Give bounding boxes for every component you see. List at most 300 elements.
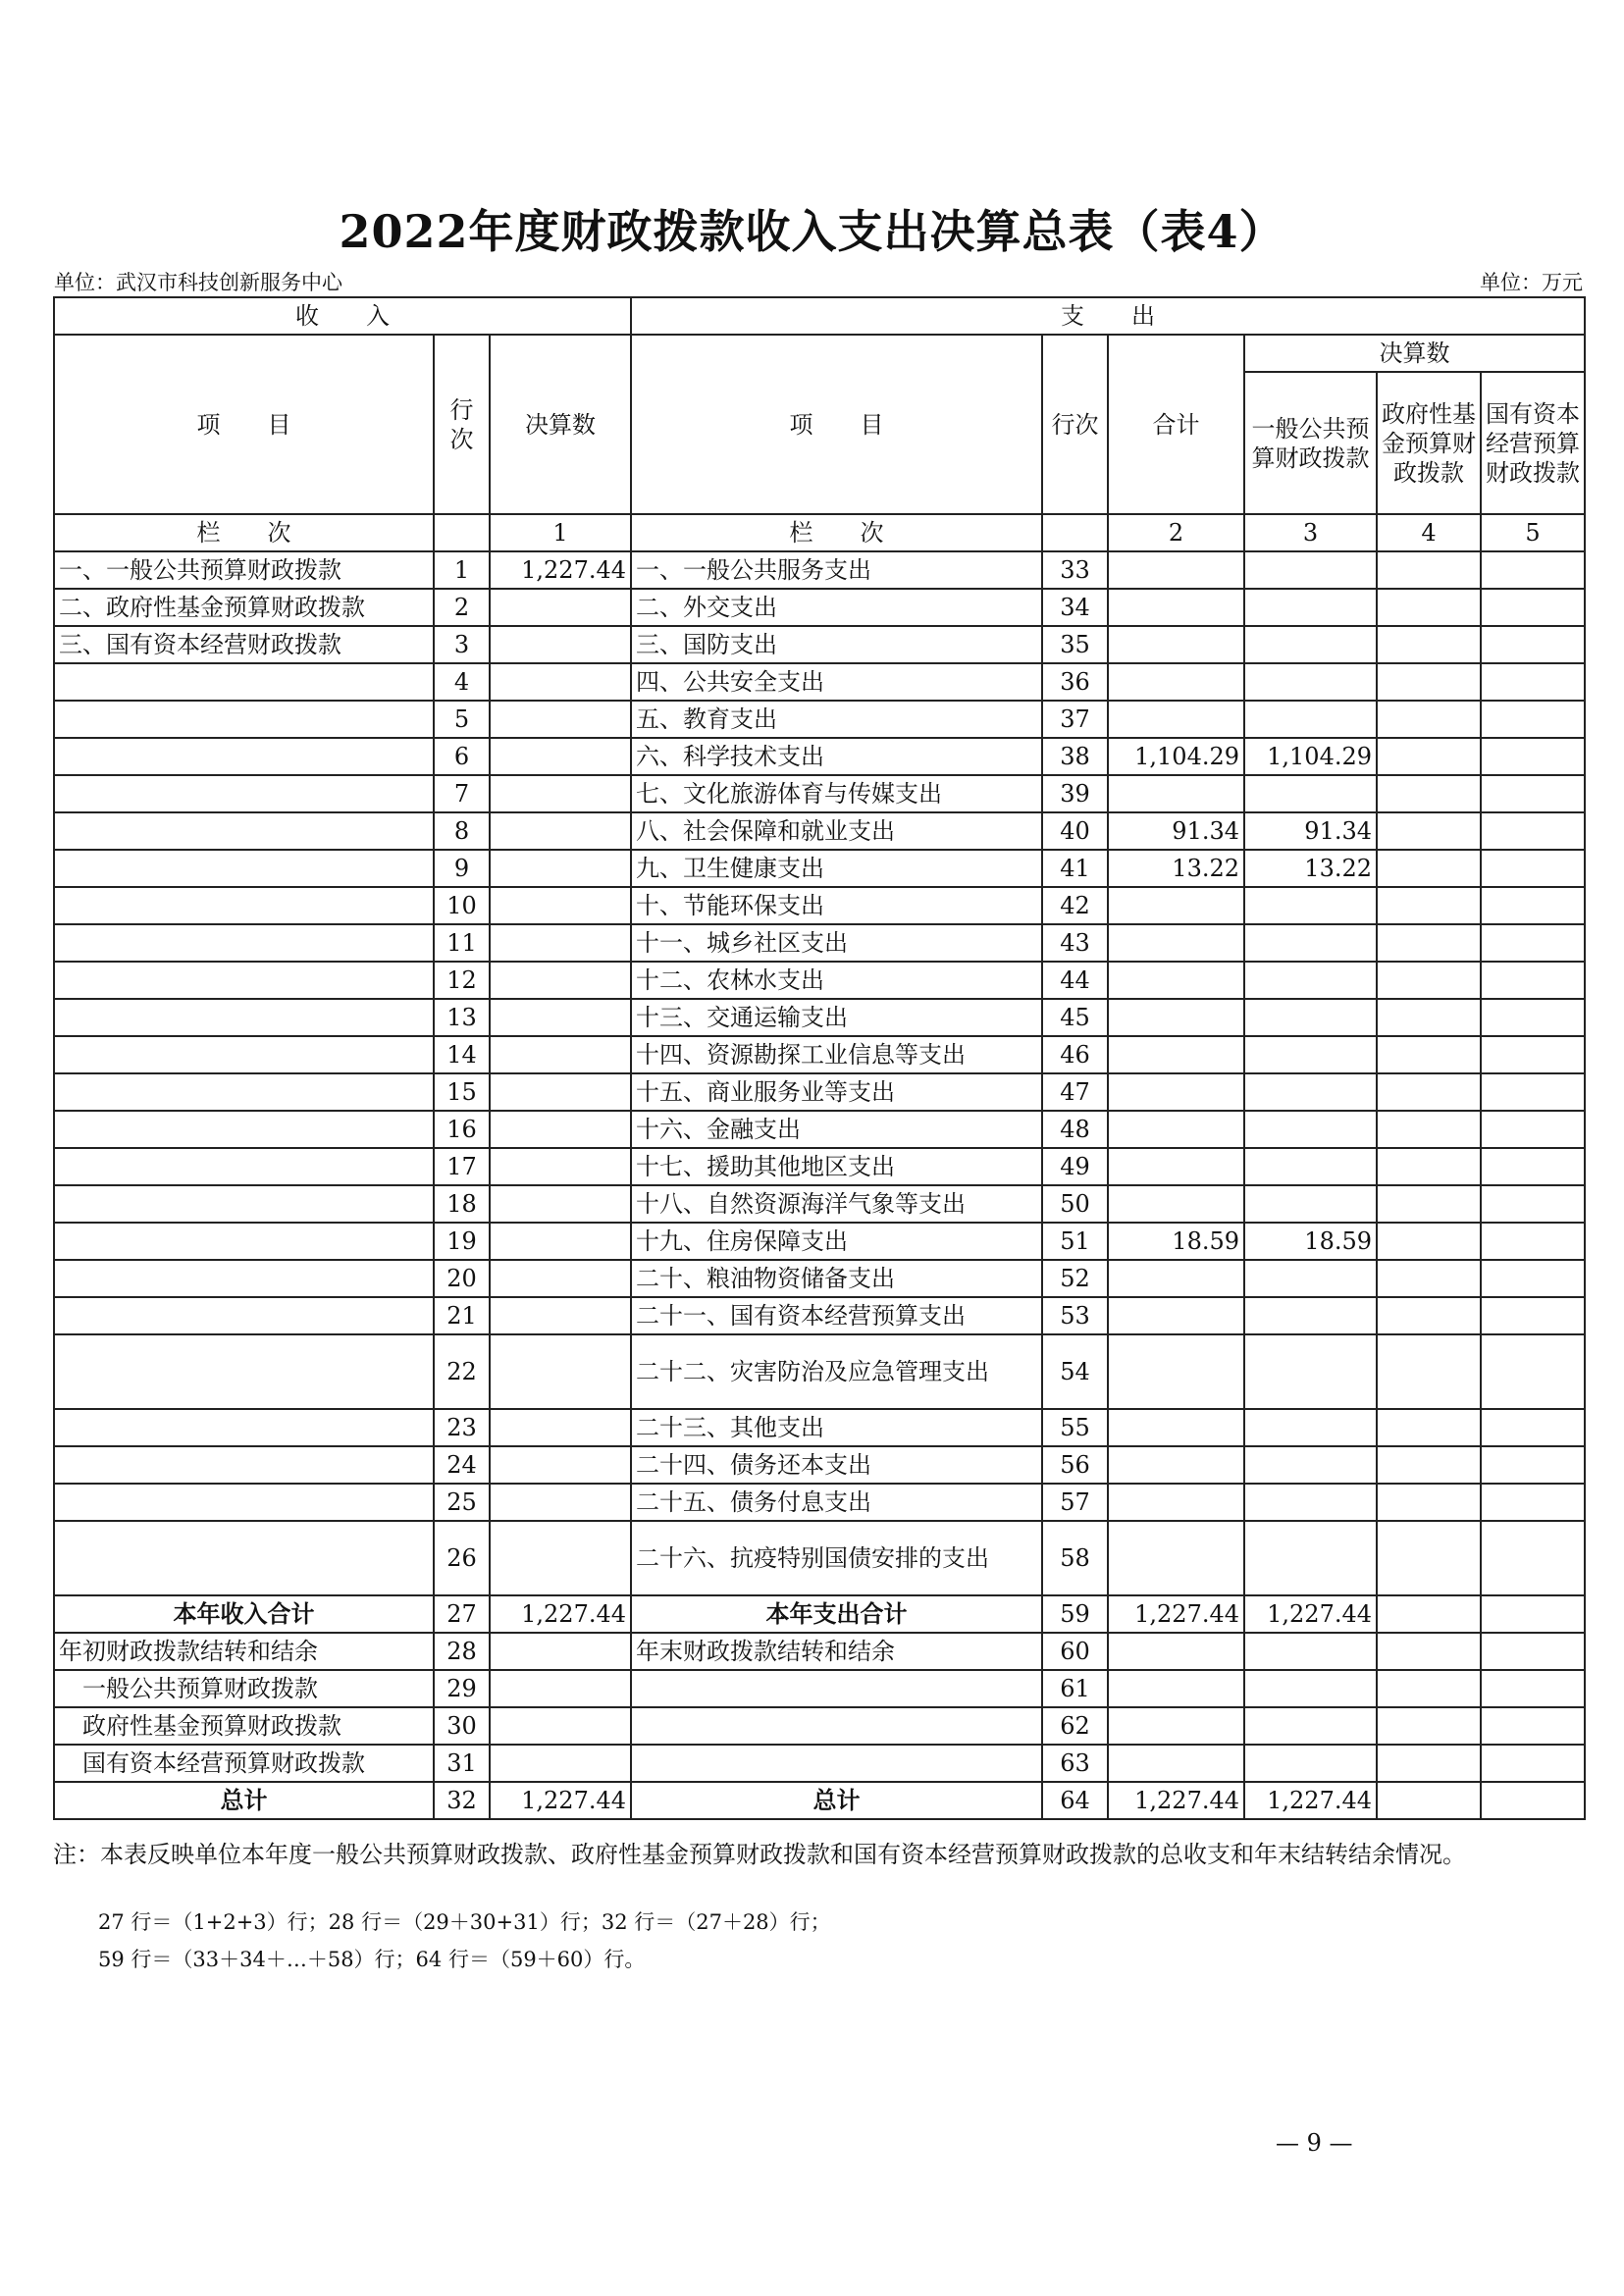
expense-line-no: 38 — [1042, 738, 1108, 775]
expense-line-no: 34 — [1042, 589, 1108, 626]
table-row — [54, 1148, 1585, 1185]
expense-item: 十一、城乡社区支出 — [631, 924, 1042, 962]
expense-state-capital — [1481, 999, 1585, 1036]
expense-fund-budget — [1377, 1484, 1481, 1521]
expense-total — [1108, 1670, 1244, 1707]
expense-total — [1108, 626, 1244, 663]
expense-line-no: 57 — [1042, 1484, 1108, 1521]
expense-total — [1108, 1111, 1244, 1148]
expense-fund-budget — [1377, 701, 1481, 738]
expense-total — [1108, 1036, 1244, 1073]
expense-total — [1108, 775, 1244, 812]
expense-state-capital — [1481, 1446, 1585, 1484]
table-row — [54, 1111, 1585, 1148]
expense-state-capital — [1481, 812, 1585, 850]
expense-total — [1108, 589, 1244, 626]
expense-item: 八、社会保障和就业支出 — [631, 812, 1042, 850]
income-amount — [490, 1484, 631, 1521]
subtotal-row — [54, 1595, 1585, 1633]
expense-state-capital — [1481, 626, 1585, 663]
expense-line-no: 56 — [1042, 1446, 1108, 1484]
income-line-no: 16 — [434, 1111, 490, 1148]
empty-cell — [1377, 1745, 1481, 1782]
formula-line-2: 59 行＝（33＋34＋…＋58）行；64 行＝（59＋60）行。 — [98, 1948, 646, 1971]
income-line-no: 24 — [434, 1446, 490, 1484]
expense-line-no: 48 — [1042, 1111, 1108, 1148]
header-expense-item: 项 目 — [631, 335, 1042, 514]
income-amount — [490, 589, 631, 626]
expense-line-no: 60 — [1042, 1633, 1108, 1670]
expense-general-budget — [1244, 1446, 1377, 1484]
expense-item: 二十四、债务还本支出 — [631, 1446, 1042, 1484]
income-item — [54, 701, 434, 738]
expense-state-capital — [1481, 589, 1585, 626]
expense-item: 二、外交支出 — [631, 589, 1042, 626]
income-amount — [490, 887, 631, 924]
expense-item: 十九、住房保障支出 — [631, 1223, 1042, 1260]
income-line-no: 21 — [434, 1297, 490, 1334]
expense-general-budget: 1,104.29 — [1244, 738, 1377, 775]
table-row — [54, 1334, 1585, 1409]
expense-item: 二十六、抗疫特别国债安排的支出 — [631, 1521, 1042, 1595]
subtotal-row-expense-label: 本年支出合计 — [631, 1595, 1042, 1633]
expense-line-no: 62 — [1042, 1707, 1108, 1745]
income-line-no: 31 — [434, 1745, 490, 1782]
expense-total — [1108, 999, 1244, 1036]
carry-expense-item: 年末财政拨款结转和结余 — [631, 1633, 1042, 1670]
expense-general-budget — [1244, 626, 1377, 663]
empty-cell — [1377, 1595, 1481, 1633]
expense-general-budget: 18.59 — [1244, 1223, 1377, 1260]
income-line-no: 18 — [434, 1185, 490, 1223]
expense-line-no: 36 — [1042, 663, 1108, 701]
expense-general-budget — [1244, 924, 1377, 962]
expense-item: 十二、农林水支出 — [631, 962, 1042, 999]
expense-general-budget — [1244, 1745, 1377, 1782]
expense-general-budget — [1244, 1297, 1377, 1334]
income-line-no: 7 — [434, 775, 490, 812]
income-amount — [490, 663, 631, 701]
carry-expense-item — [631, 1670, 1042, 1707]
income-amount — [490, 775, 631, 812]
table-row — [54, 999, 1585, 1036]
expense-general-budget — [1244, 775, 1377, 812]
empty-cell — [1377, 1633, 1481, 1670]
income-amount — [490, 1223, 631, 1260]
expense-total — [1108, 1446, 1244, 1484]
expense-general-budget — [1244, 962, 1377, 999]
income-line-no: 9 — [434, 850, 490, 887]
col-label-income: 栏 次 — [54, 514, 434, 551]
income-amount — [490, 1036, 631, 1073]
header-income: 收 入 — [54, 297, 631, 335]
income-amount — [490, 1111, 631, 1148]
expense-line-no: 50 — [1042, 1185, 1108, 1223]
expense-state-capital — [1481, 663, 1585, 701]
income-item — [54, 887, 434, 924]
income-line-no: 10 — [434, 887, 490, 924]
carry-expense-item — [631, 1745, 1042, 1782]
header-income-item: 项 目 — [54, 335, 434, 514]
expense-item: 五、教育支出 — [631, 701, 1042, 738]
table-row — [54, 1446, 1585, 1484]
income-item — [54, 1260, 434, 1297]
expense-state-capital — [1481, 1260, 1585, 1297]
table-note: 注：本表反映单位本年度一般公共预算财政拨款、政府性基金预算财政拨款和国有资本经营预算财政拨款的总收支和年末结转结余情况。 — [53, 1841, 1466, 1868]
expense-line-no: 49 — [1042, 1148, 1108, 1185]
expense-general-budget — [1244, 1260, 1377, 1297]
header-final-amount-group: 决算数 — [1244, 335, 1585, 372]
expense-general-budget: 1,227.44 — [1244, 1782, 1377, 1819]
income-item — [54, 1409, 434, 1446]
table-row — [54, 850, 1585, 887]
expense-fund-budget — [1377, 1409, 1481, 1446]
expense-line-no: 43 — [1042, 924, 1108, 962]
expense-line-no: 37 — [1042, 701, 1108, 738]
carry-row — [54, 1745, 1585, 1782]
expense-general-budget — [1244, 663, 1377, 701]
expense-total — [1108, 1260, 1244, 1297]
expense-fund-budget — [1377, 551, 1481, 589]
expense-total — [1108, 663, 1244, 701]
expense-state-capital — [1481, 775, 1585, 812]
income-amount — [490, 1297, 631, 1334]
expense-item: 十六、金融支出 — [631, 1111, 1042, 1148]
header-state-capital: 国有资本经营预算财政拨款 — [1481, 372, 1585, 514]
expense-fund-budget — [1377, 812, 1481, 850]
expense-state-capital — [1481, 1073, 1585, 1111]
expense-line-no: 59 — [1042, 1595, 1108, 1633]
income-line-no: 23 — [434, 1409, 490, 1446]
income-item — [54, 924, 434, 962]
income-amount: 1,227.44 — [490, 1782, 631, 1819]
empty-cell — [1481, 1633, 1585, 1670]
expense-general-budget — [1244, 999, 1377, 1036]
income-line-no: 32 — [434, 1782, 490, 1819]
expense-line-no: 33 — [1042, 551, 1108, 589]
table-row — [54, 1484, 1585, 1521]
income-item — [54, 1111, 434, 1148]
income-item — [54, 1446, 434, 1484]
expense-item: 二十三、其他支出 — [631, 1409, 1042, 1446]
income-line-no: 28 — [434, 1633, 490, 1670]
table-row — [54, 1223, 1585, 1260]
expense-general-budget — [1244, 887, 1377, 924]
empty-cell — [1481, 1745, 1585, 1782]
table-row — [54, 1185, 1585, 1223]
expense-fund-budget — [1377, 850, 1481, 887]
page-number: — 9 — — [1276, 2129, 1353, 2157]
income-line-no: 14 — [434, 1036, 490, 1073]
expense-line-no: 58 — [1042, 1521, 1108, 1595]
expense-line-no: 63 — [1042, 1745, 1108, 1782]
expense-fund-budget — [1377, 1185, 1481, 1223]
income-amount — [490, 1409, 631, 1446]
income-item — [54, 962, 434, 999]
table-row — [54, 812, 1585, 850]
expense-total: 1,227.44 — [1108, 1595, 1244, 1633]
col-label-expense: 栏 次 — [631, 514, 1042, 551]
expense-state-capital — [1481, 1409, 1585, 1446]
carry-expense-item — [631, 1707, 1042, 1745]
expense-general-budget — [1244, 1185, 1377, 1223]
income-amount — [490, 1185, 631, 1223]
expense-total: 13.22 — [1108, 850, 1244, 887]
expense-line-no: 44 — [1042, 962, 1108, 999]
expense-general-budget — [1244, 589, 1377, 626]
empty-cell — [1481, 1707, 1585, 1745]
expense-item: 三、国防支出 — [631, 626, 1042, 663]
expense-state-capital — [1481, 1036, 1585, 1073]
expense-total: 1,104.29 — [1108, 738, 1244, 775]
table-row — [54, 626, 1585, 663]
income-amount — [490, 626, 631, 663]
col-index-3: 3 — [1244, 514, 1377, 551]
income-item — [54, 775, 434, 812]
expense-state-capital — [1481, 551, 1585, 589]
expense-state-capital — [1481, 1334, 1585, 1409]
income-amount: 1,227.44 — [490, 1595, 631, 1633]
empty-cell — [434, 514, 490, 551]
income-line-no: 4 — [434, 663, 490, 701]
expense-fund-budget — [1377, 663, 1481, 701]
expense-line-no: 64 — [1042, 1782, 1108, 1819]
expense-total — [1108, 1185, 1244, 1223]
expense-general-budget — [1244, 1073, 1377, 1111]
unit-name: 单位：武汉市科技创新服务中心 — [54, 271, 342, 294]
expense-item: 十三、交通运输支出 — [631, 999, 1042, 1036]
expense-fund-budget — [1377, 589, 1481, 626]
expense-line-no: 42 — [1042, 887, 1108, 924]
empty-cell — [1377, 1707, 1481, 1745]
expense-line-no: 54 — [1042, 1334, 1108, 1409]
expense-general-budget — [1244, 551, 1377, 589]
income-line-no: 12 — [434, 962, 490, 999]
expense-item: 九、卫生健康支出 — [631, 850, 1042, 887]
header-row-top — [54, 297, 1585, 335]
col-index-2: 2 — [1108, 514, 1244, 551]
income-line-no: 11 — [434, 924, 490, 962]
currency-unit: 单位：万元 — [1480, 271, 1583, 294]
income-item — [54, 1073, 434, 1111]
income-line-no: 2 — [434, 589, 490, 626]
income-amount — [490, 1707, 631, 1745]
expense-item: 二十一、国有资本经营预算支出 — [631, 1297, 1042, 1334]
expense-line-no: 47 — [1042, 1073, 1108, 1111]
income-line-no: 29 — [434, 1670, 490, 1707]
income-amount — [490, 701, 631, 738]
expense-fund-budget — [1377, 1260, 1481, 1297]
expense-general-budget: 91.34 — [1244, 812, 1377, 850]
expense-line-no: 61 — [1042, 1670, 1108, 1707]
empty-cell — [1481, 1595, 1585, 1633]
expense-state-capital — [1481, 1521, 1585, 1595]
header-final-amount: 决算数 — [490, 335, 631, 514]
expense-line-no: 46 — [1042, 1036, 1108, 1073]
expense-item: 六、科学技术支出 — [631, 738, 1042, 775]
expense-state-capital — [1481, 850, 1585, 887]
table-row — [54, 1073, 1585, 1111]
income-item — [54, 812, 434, 850]
carry-row — [54, 1707, 1585, 1745]
expense-total — [1108, 1745, 1244, 1782]
income-item — [54, 1036, 434, 1073]
income-item — [54, 1297, 434, 1334]
page-title: 2022年度财政拨款收入支出决算总表（表4） — [339, 205, 1285, 258]
table-row — [54, 701, 1585, 738]
header-expense: 支 出 — [631, 297, 1585, 335]
income-item — [54, 738, 434, 775]
income-amount — [490, 962, 631, 999]
expense-line-no: 52 — [1042, 1260, 1108, 1297]
income-item — [54, 663, 434, 701]
expense-general-budget — [1244, 1707, 1377, 1745]
empty-cell — [1481, 1782, 1585, 1819]
table-row — [54, 738, 1585, 775]
expense-item: 十、节能环保支出 — [631, 887, 1042, 924]
income-item: 三、国有资本经营财政拨款 — [54, 626, 434, 663]
income-line-no: 5 — [434, 701, 490, 738]
expense-item: 十七、援助其他地区支出 — [631, 1148, 1042, 1185]
expense-fund-budget — [1377, 626, 1481, 663]
expense-total — [1108, 887, 1244, 924]
income-amount — [490, 1148, 631, 1185]
expense-line-no: 51 — [1042, 1223, 1108, 1260]
expense-fund-budget — [1377, 1334, 1481, 1409]
expense-item: 四、公共安全支出 — [631, 663, 1042, 701]
expense-line-no: 41 — [1042, 850, 1108, 887]
col-index-4: 4 — [1377, 514, 1481, 551]
carry-income-item: 政府性基金预算财政拨款 — [54, 1707, 434, 1745]
income-item — [54, 1334, 434, 1409]
grand-total-row — [54, 1782, 1585, 1819]
carry-income-item: 国有资本经营预算财政拨款 — [54, 1745, 434, 1782]
table-row — [54, 924, 1585, 962]
table-row — [54, 887, 1585, 924]
expense-fund-budget — [1377, 775, 1481, 812]
empty-cell — [1377, 1782, 1481, 1819]
carry-income-item: 年初财政拨款结转和结余 — [54, 1633, 434, 1670]
income-amount — [490, 1260, 631, 1297]
income-item — [54, 1484, 434, 1521]
income-item — [54, 1185, 434, 1223]
expense-fund-budget — [1377, 924, 1481, 962]
income-item: 一、一般公共预算财政拨款 — [54, 551, 434, 589]
expense-fund-budget — [1377, 1036, 1481, 1073]
grand-total-row-income-label: 总计 — [54, 1782, 434, 1819]
expense-fund-budget — [1377, 1446, 1481, 1484]
expense-total: 91.34 — [1108, 812, 1244, 850]
expense-fund-budget — [1377, 962, 1481, 999]
col-index-1: 1 — [490, 514, 631, 551]
income-line-no: 27 — [434, 1595, 490, 1633]
table-row — [54, 551, 1585, 589]
expense-total — [1108, 1148, 1244, 1185]
expense-item: 一、一般公共服务支出 — [631, 551, 1042, 589]
expense-total — [1108, 551, 1244, 589]
income-line-no: 15 — [434, 1073, 490, 1111]
expense-general-budget — [1244, 1633, 1377, 1670]
header-fund-budget: 政府性基金预算财政拨款 — [1377, 372, 1481, 514]
header-expense-line-no: 行次 — [1042, 335, 1108, 514]
empty-cell — [1481, 1670, 1585, 1707]
expense-total — [1108, 1633, 1244, 1670]
expense-item: 二十二、灾害防治及应急管理支出 — [631, 1334, 1042, 1409]
expense-fund-budget — [1377, 1148, 1481, 1185]
table-row — [54, 663, 1585, 701]
expense-total: 1,227.44 — [1108, 1782, 1244, 1819]
expense-state-capital — [1481, 1185, 1585, 1223]
expense-general-budget — [1244, 1334, 1377, 1409]
header-row-mid — [54, 335, 1585, 372]
expense-line-no: 35 — [1042, 626, 1108, 663]
empty-cell — [1042, 514, 1108, 551]
expense-total — [1108, 1484, 1244, 1521]
income-amount: 1,227.44 — [490, 551, 631, 589]
expense-fund-budget — [1377, 1073, 1481, 1111]
header-general-budget: 一般公共预算财政拨款 — [1244, 372, 1377, 514]
empty-cell — [1377, 1670, 1481, 1707]
expense-general-budget — [1244, 701, 1377, 738]
expense-state-capital — [1481, 962, 1585, 999]
income-amount — [490, 1446, 631, 1484]
income-amount — [490, 812, 631, 850]
header-income-line-no: 行次 — [434, 335, 490, 514]
expense-state-capital — [1481, 924, 1585, 962]
expense-total — [1108, 924, 1244, 962]
carry-income-item: 一般公共预算财政拨款 — [54, 1670, 434, 1707]
income-amount — [490, 850, 631, 887]
expense-item: 十五、商业服务业等支出 — [631, 1073, 1042, 1111]
income-amount — [490, 1745, 631, 1782]
income-line-no: 17 — [434, 1148, 490, 1185]
expense-state-capital — [1481, 701, 1585, 738]
carry-row — [54, 1633, 1585, 1670]
expense-state-capital — [1481, 1297, 1585, 1334]
expense-total — [1108, 1297, 1244, 1334]
expense-fund-budget — [1377, 738, 1481, 775]
table-row — [54, 1260, 1585, 1297]
carry-row — [54, 1670, 1585, 1707]
table-row — [54, 775, 1585, 812]
expense-item: 二十、粮油物资储备支出 — [631, 1260, 1042, 1297]
income-item: 二、政府性基金预算财政拨款 — [54, 589, 434, 626]
income-line-no: 30 — [434, 1707, 490, 1745]
table-row — [54, 1409, 1585, 1446]
col-index-5: 5 — [1481, 514, 1585, 551]
subtotal-row-income-label: 本年收入合计 — [54, 1595, 434, 1633]
expense-state-capital — [1481, 1223, 1585, 1260]
budget-table — [53, 296, 1586, 1820]
table-row — [54, 1297, 1585, 1334]
income-line-no: 20 — [434, 1260, 490, 1297]
expense-general-budget: 1,227.44 — [1244, 1595, 1377, 1633]
formula-line-1: 27 行＝（1+2+3）行；28 行＝（29＋30+31）行；32 行＝（27＋28）行； — [98, 1910, 831, 1934]
income-amount — [490, 1633, 631, 1670]
income-amount — [490, 1521, 631, 1595]
expense-line-no: 40 — [1042, 812, 1108, 850]
expense-general-budget — [1244, 1148, 1377, 1185]
expense-state-capital — [1481, 887, 1585, 924]
income-amount — [490, 738, 631, 775]
table-row — [54, 1521, 1585, 1595]
expense-fund-budget — [1377, 1223, 1481, 1260]
income-item — [54, 1521, 434, 1595]
expense-fund-budget — [1377, 1521, 1481, 1595]
income-line-no: 6 — [434, 738, 490, 775]
income-amount — [490, 1670, 631, 1707]
table-row — [54, 589, 1585, 626]
